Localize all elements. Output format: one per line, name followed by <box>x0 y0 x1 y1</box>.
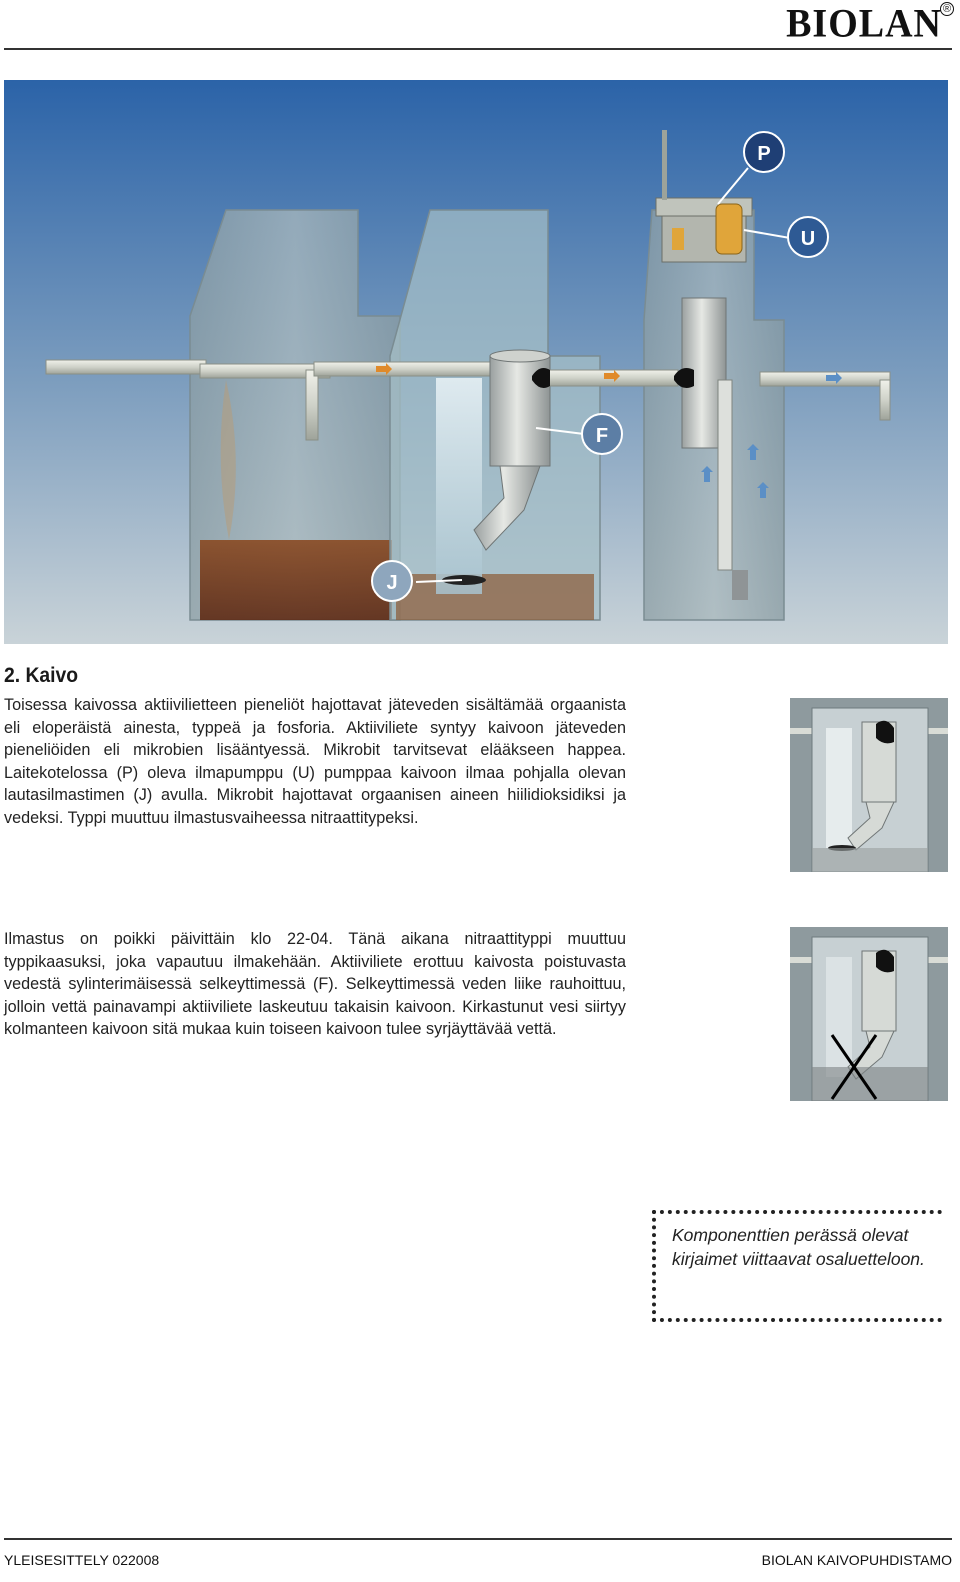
callout-p <box>744 132 784 172</box>
callout-j <box>372 561 412 601</box>
header-rule <box>4 48 952 50</box>
note-box <box>652 1210 942 1322</box>
callout-f <box>582 414 622 454</box>
svg-text:J: J <box>386 572 398 594</box>
thumbnail-aeration-on <box>790 698 948 872</box>
svg-text:F: F <box>595 425 609 447</box>
footer-rule <box>4 1538 952 1540</box>
registered-mark-icon: ® <box>940 2 954 16</box>
section-title: 2. Kaivo <box>4 664 79 687</box>
svg-text:P: P <box>757 143 771 165</box>
paragraph-aeration: Toisessa kaivossa aktiivilietteen pieneliöt hajottavat jäteveden sisältämää orgaanista eli eloperäistä ainesta, typpeä ja fosforia. Aktiiviliete syntyy kaivoon jäteveden pieneliöiden eli mikrobien lisääntyessä. Mikrobit tarvitsevat elääkseen happea. Laitekotelossa (P) oleva ilmapumppu (U) pumppaa kaivoon ilmaa pohjalla olevan lautasilmastimen (J) avulla. Mikrobit hajottavat orgaanisen aineen hiilidioksidiksi ja vedeksi. Typpi muuttuu ilmastusvaiheessa nitraattitypeksi. <box>4 696 626 827</box>
treatment-plant-diagram <box>4 80 948 644</box>
footer-document-id: YLEISESITTELY 022008 <box>4 1552 160 1568</box>
biolan-logo: BIOLAN <box>786 1 942 47</box>
footer-product-name: BIOLAN KAIVOPUHDISTAMO <box>761 1552 952 1568</box>
thumbnail-aeration-off <box>790 927 948 1101</box>
paragraph-clarification: Ilmastus on poikki päivittäin klo 22-04. Tänä aikana nitraattityppi muuttuu typpikaasuksi, joka vapautuu ilmakehään. Aktiiviliete erottuu kaivosta poistuvasta vedestä sylinterimäisessä selkeyttimessä (F). Selkeyttimessä veden liike rauhoittuu, jolloin vettä painavampi aktiiviliete laskeutuu takaisin kaivoon. Kirkastunut vesi siirtyy kolmanteen kaivoon sitä mukaa kuin toiseen kaivoon tulee syrjäyttävää vettä. <box>4 930 626 1038</box>
svg-text:U: U <box>800 228 816 250</box>
note-text: Komponenttien perässä olevat kirjaimet viittaavat osaluetteloon. <box>672 1225 925 1269</box>
callout-u <box>788 217 828 257</box>
